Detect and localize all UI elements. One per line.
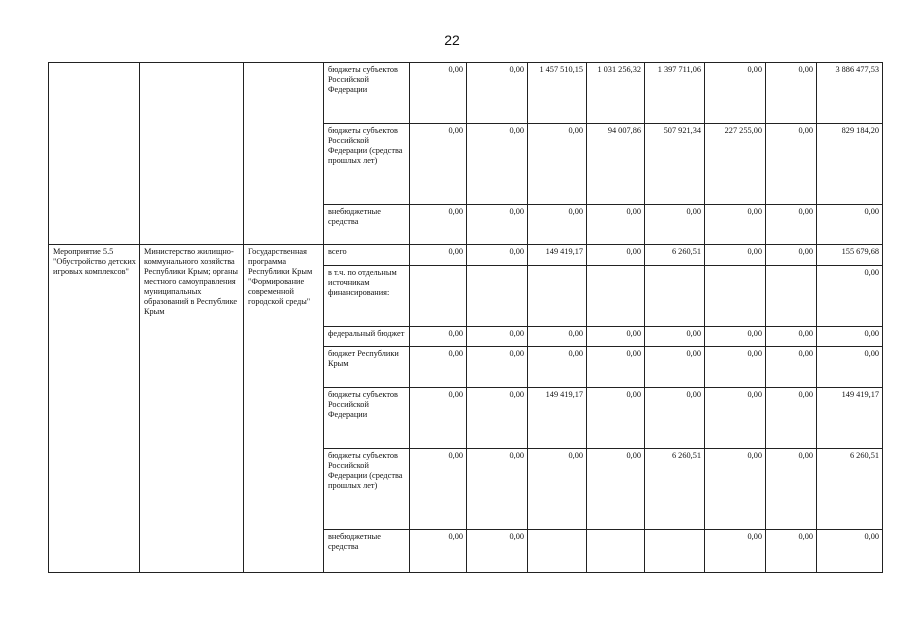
value-cell: 0,00 <box>705 63 766 124</box>
value-cell: 0,00 <box>528 449 587 530</box>
value-cell: 0,00 <box>705 205 766 245</box>
value-cell: 6 260,51 <box>645 449 705 530</box>
value-cell: 0,00 <box>467 388 528 449</box>
value-cell: 0,00 <box>410 347 467 388</box>
continued-executor-cell <box>140 63 244 245</box>
value-cell: 94 007,86 <box>587 124 645 205</box>
value-cell: 0,00 <box>410 449 467 530</box>
measure-program: Государственная программа Республики Крым "Формирование современной городской среды" <box>244 245 324 573</box>
value-cell <box>410 266 467 327</box>
funding-source: федеральный бюджет <box>324 327 410 347</box>
value-cell: 6 260,51 <box>645 245 705 266</box>
value-cell: 0,00 <box>766 530 817 573</box>
value-cell: 0,00 <box>467 205 528 245</box>
value-cell: 0,00 <box>410 124 467 205</box>
funding-source: внебюджетные средства <box>324 530 410 573</box>
value-cell: 0,00 <box>587 347 645 388</box>
page-number: 22 <box>444 32 460 48</box>
value-cell: 0,00 <box>705 327 766 347</box>
total-cell: 0,00 <box>817 530 883 573</box>
continued-measure-cell <box>49 63 140 245</box>
value-cell: 0,00 <box>410 327 467 347</box>
budget-table <box>48 62 883 573</box>
total-cell: 155 679,68 <box>817 245 883 266</box>
value-cell: 227 255,00 <box>705 124 766 205</box>
value-cell: 0,00 <box>645 327 705 347</box>
value-cell <box>766 266 817 327</box>
value-cell: 0,00 <box>766 347 817 388</box>
total-cell: 0,00 <box>817 205 883 245</box>
value-cell: 0,00 <box>528 205 587 245</box>
value-cell: 0,00 <box>587 388 645 449</box>
table-row <box>49 63 883 124</box>
value-cell: 0,00 <box>766 388 817 449</box>
value-cell: 0,00 <box>410 205 467 245</box>
value-cell: 0,00 <box>467 449 528 530</box>
value-cell: 0,00 <box>705 347 766 388</box>
total-cell: 0,00 <box>817 347 883 388</box>
value-cell: 1 031 256,32 <box>587 63 645 124</box>
value-cell: 507 921,34 <box>645 124 705 205</box>
funding-source: бюджеты субъектов Российской Федерации (средства прошлых лет) <box>324 449 410 530</box>
value-cell <box>645 530 705 573</box>
value-cell: 0,00 <box>645 347 705 388</box>
value-cell: 0,00 <box>705 530 766 573</box>
value-cell <box>587 530 645 573</box>
value-cell: 0,00 <box>705 245 766 266</box>
funding-source: бюджеты субъектов Российской Федерации <box>324 388 410 449</box>
funding-source: бюджет Республики Крым <box>324 347 410 388</box>
total-cell: 0,00 <box>817 327 883 347</box>
value-cell: 0,00 <box>645 388 705 449</box>
funding-source: в т.ч. по отдельным источникам финансирования: <box>324 266 410 327</box>
value-cell: 0,00 <box>467 245 528 266</box>
value-cell: 0,00 <box>645 205 705 245</box>
value-cell: 0,00 <box>410 388 467 449</box>
value-cell: 0,00 <box>766 327 817 347</box>
value-cell <box>645 266 705 327</box>
measure-executor: Министерство жилищно-коммунального хозяйства Республики Крым; органы местного самоуправления муниципальных образований в Республике Крым <box>140 245 244 573</box>
value-cell: 0,00 <box>410 245 467 266</box>
value-cell: 0,00 <box>587 327 645 347</box>
value-cell: 149 419,17 <box>528 388 587 449</box>
value-cell: 1 397 711,06 <box>645 63 705 124</box>
value-cell: 1 457 510,15 <box>528 63 587 124</box>
value-cell: 0,00 <box>766 124 817 205</box>
value-cell: 0,00 <box>587 449 645 530</box>
funding-source: бюджеты субъектов Российской Федерации <box>324 63 410 124</box>
value-cell: 0,00 <box>528 347 587 388</box>
value-cell: 0,00 <box>587 205 645 245</box>
total-cell: 6 260,51 <box>817 449 883 530</box>
value-cell <box>528 266 587 327</box>
value-cell: 0,00 <box>467 530 528 573</box>
value-cell: 0,00 <box>467 63 528 124</box>
value-cell: 0,00 <box>766 449 817 530</box>
value-cell: 0,00 <box>587 245 645 266</box>
funding-source: внебюджетные средства <box>324 205 410 245</box>
value-cell: 0,00 <box>766 205 817 245</box>
table-row <box>49 245 883 266</box>
value-cell: 149 419,17 <box>528 245 587 266</box>
total-cell: 829 184,20 <box>817 124 883 205</box>
value-cell: 0,00 <box>528 327 587 347</box>
value-cell: 0,00 <box>528 124 587 205</box>
funding-source: всего <box>324 245 410 266</box>
measure-name: Мероприятие 5.5 "Обустройство детских игровых комплексов" <box>49 245 140 573</box>
value-cell: 0,00 <box>467 327 528 347</box>
value-cell: 0,00 <box>467 124 528 205</box>
value-cell <box>467 266 528 327</box>
value-cell: 0,00 <box>410 530 467 573</box>
value-cell: 0,00 <box>467 347 528 388</box>
value-cell: 0,00 <box>766 245 817 266</box>
value-cell: 0,00 <box>766 63 817 124</box>
value-cell: 0,00 <box>705 388 766 449</box>
value-cell: 0,00 <box>705 449 766 530</box>
total-cell: 3 886 477,53 <box>817 63 883 124</box>
value-cell <box>528 530 587 573</box>
total-cell: 149 419,17 <box>817 388 883 449</box>
value-cell <box>705 266 766 327</box>
value-cell <box>587 266 645 327</box>
funding-source: бюджеты субъектов Российской Федерации (средства прошлых лет) <box>324 124 410 205</box>
total-cell: 0,00 <box>817 266 883 327</box>
value-cell: 0,00 <box>410 63 467 124</box>
continued-program-cell <box>244 63 324 245</box>
